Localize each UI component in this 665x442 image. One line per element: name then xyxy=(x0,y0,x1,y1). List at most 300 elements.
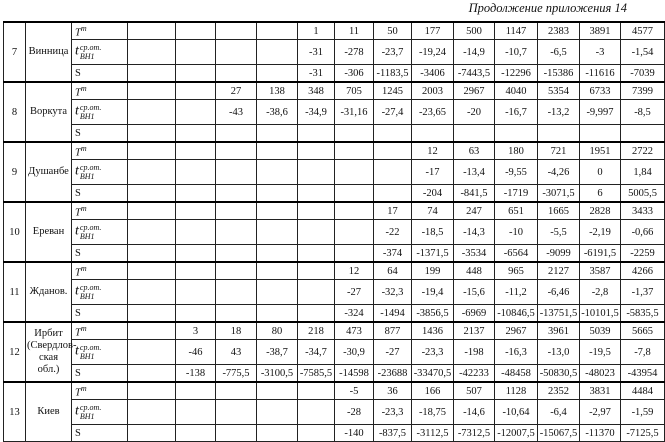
table-cell: 2003 xyxy=(412,82,454,100)
parameter-label xyxy=(72,185,128,203)
table-cell: -19,5 xyxy=(580,340,621,365)
table-cell: 3831 xyxy=(580,382,621,400)
table-cell: -22 xyxy=(374,220,412,245)
parameter-label: $T^т$ xyxy=(72,262,128,280)
table-cell xyxy=(538,125,580,143)
table-cell xyxy=(298,142,335,160)
table-cell: -28 xyxy=(335,400,374,425)
table-row xyxy=(4,382,665,400)
param-s: S xyxy=(75,187,81,199)
table-cell: -841,5 xyxy=(454,185,495,203)
table-row xyxy=(4,322,665,340)
table-cell: 4577 xyxy=(621,22,665,40)
table-cell: -5 xyxy=(335,382,374,400)
table-cell: 2137 xyxy=(454,322,495,340)
table-cell: -278 xyxy=(335,40,374,65)
table-cell: -4,26 xyxy=(538,160,580,185)
table-cell xyxy=(298,305,335,323)
param-s: S xyxy=(75,367,81,379)
table-cell: 64 xyxy=(374,262,412,280)
row-number: 9 xyxy=(4,142,26,202)
table-cell xyxy=(216,425,257,442)
table-cell: -50830,5 xyxy=(538,365,580,383)
table-cell: -31 xyxy=(298,65,335,83)
param-sub: ВН1 xyxy=(79,232,95,241)
table-cell xyxy=(257,245,298,263)
table-cell: -5835,5 xyxy=(621,305,665,323)
table-body xyxy=(4,22,665,442)
table-cell xyxy=(374,160,412,185)
table-cell xyxy=(412,125,454,143)
table-cell: -7039 xyxy=(621,65,665,83)
table-cell xyxy=(176,280,216,305)
table-cell xyxy=(216,160,257,185)
table-cell: -8,5 xyxy=(621,100,665,125)
param-sup: ср.от. xyxy=(79,283,102,292)
table-cell: -19,4 xyxy=(412,280,454,305)
table-cell: 12 xyxy=(335,262,374,280)
table-cell: -18,75 xyxy=(412,400,454,425)
table-cell xyxy=(128,365,176,383)
table-cell: 4040 xyxy=(495,82,538,100)
param-sup: т xyxy=(80,323,87,333)
row-number: 12 xyxy=(4,322,26,382)
table-cell xyxy=(257,22,298,40)
table-cell: -10,7 xyxy=(495,40,538,65)
table-cell: -1,59 xyxy=(621,400,665,425)
table-cell: -140 xyxy=(335,425,374,442)
table-cell: -20 xyxy=(454,100,495,125)
table-cell xyxy=(257,125,298,143)
param-sup: т xyxy=(80,143,87,153)
table-cell: -2,19 xyxy=(580,220,621,245)
table-cell xyxy=(298,280,335,305)
table-cell: -43 xyxy=(216,100,257,125)
param-sub: ВН1 xyxy=(79,292,95,301)
table-cell xyxy=(128,40,176,65)
table-cell: -46 xyxy=(176,340,216,365)
table-cell: 166 xyxy=(412,382,454,400)
table-cell xyxy=(257,280,298,305)
table-cell: -12007,5 xyxy=(495,425,538,442)
table-cell xyxy=(128,82,176,100)
parameter-label: t ср.от. ВН1 xyxy=(72,160,128,185)
table-row xyxy=(4,425,665,442)
table-cell: 74 xyxy=(412,202,454,220)
table-cell: -9,55 xyxy=(495,160,538,185)
table-cell: -6564 xyxy=(495,245,538,263)
table-cell: -6969 xyxy=(454,305,495,323)
table-row xyxy=(4,142,665,160)
table-cell: -3856,5 xyxy=(412,305,454,323)
table-cell: -1719 xyxy=(495,185,538,203)
table-cell xyxy=(257,305,298,323)
table-cell: -6,5 xyxy=(538,40,580,65)
table-cell: 177 xyxy=(412,22,454,40)
table-cell: -23,3 xyxy=(374,400,412,425)
table-cell: -9,997 xyxy=(580,100,621,125)
table-cell: -13,4 xyxy=(454,160,495,185)
table-cell: -31,16 xyxy=(335,100,374,125)
table-cell: -1494 xyxy=(374,305,412,323)
table-cell xyxy=(128,400,176,425)
table-cell xyxy=(128,185,176,203)
table-cell xyxy=(216,245,257,263)
table-cell xyxy=(176,82,216,100)
table-cell: -3100,5 xyxy=(257,365,298,383)
table-cell: -1,54 xyxy=(621,40,665,65)
table-row xyxy=(4,40,665,65)
table-cell xyxy=(298,160,335,185)
table-cell: -15067,5 xyxy=(538,425,580,442)
table-cell xyxy=(335,220,374,245)
table-cell: 7399 xyxy=(621,82,665,100)
table-cell: 199 xyxy=(412,262,454,280)
table-cell xyxy=(176,262,216,280)
table-row xyxy=(4,185,665,203)
table-cell: 63 xyxy=(454,142,495,160)
table-cell xyxy=(176,40,216,65)
table-cell: -138 xyxy=(176,365,216,383)
table-cell xyxy=(257,262,298,280)
table-cell xyxy=(176,245,216,263)
table-row xyxy=(4,160,665,185)
table-cell: -11616 xyxy=(580,65,621,83)
table-cell: -3071,5 xyxy=(538,185,580,203)
table-cell: -16,7 xyxy=(495,100,538,125)
table-cell: -15386 xyxy=(538,65,580,83)
table-cell xyxy=(216,220,257,245)
table-cell: 448 xyxy=(454,262,495,280)
table-cell: 6 xyxy=(580,185,621,203)
table-cell xyxy=(128,160,176,185)
row-number: 13 xyxy=(4,382,26,442)
table-cell: -198 xyxy=(454,340,495,365)
table-cell xyxy=(176,382,216,400)
table-cell xyxy=(216,65,257,83)
table-cell: -18,5 xyxy=(412,220,454,245)
table-cell: 2828 xyxy=(580,202,621,220)
table-cell: -14,6 xyxy=(454,400,495,425)
table-cell xyxy=(298,220,335,245)
table-cell: -14,3 xyxy=(454,220,495,245)
param-sup: т xyxy=(80,83,87,93)
param-sup: ср.от. xyxy=(79,223,102,232)
table-cell: 651 xyxy=(495,202,538,220)
table-cell: -3 xyxy=(580,40,621,65)
parameter-label: $T^т$ xyxy=(72,142,128,160)
table-cell: 507 xyxy=(454,382,495,400)
table-cell: 17 xyxy=(374,202,412,220)
table-cell xyxy=(128,280,176,305)
param-sub: ВН1 xyxy=(79,52,95,61)
table-cell: 0 xyxy=(580,160,621,185)
table-cell: -11370 xyxy=(580,425,621,442)
table-cell: -6,4 xyxy=(538,400,580,425)
table-cell xyxy=(128,220,176,245)
param-sub: ВН1 xyxy=(79,412,95,421)
table-cell: -34,7 xyxy=(298,340,335,365)
table-cell xyxy=(298,245,335,263)
table-cell: 138 xyxy=(257,82,298,100)
table-cell xyxy=(298,185,335,203)
table-cell xyxy=(257,160,298,185)
table-cell: 965 xyxy=(495,262,538,280)
table-cell: 18 xyxy=(216,322,257,340)
table-cell: 3961 xyxy=(538,322,580,340)
table-cell: 180 xyxy=(495,142,538,160)
table-cell xyxy=(335,160,374,185)
table-row xyxy=(4,65,665,83)
parameter-label: $T^т$ xyxy=(72,322,128,340)
table-cell xyxy=(176,185,216,203)
table-cell: 1436 xyxy=(412,322,454,340)
table-cell: -27 xyxy=(374,340,412,365)
table-cell: 500 xyxy=(454,22,495,40)
table-cell: -42233 xyxy=(454,365,495,383)
table-cell: -5,5 xyxy=(538,220,580,245)
table-cell: 4266 xyxy=(621,262,665,280)
table-cell xyxy=(176,202,216,220)
table-cell xyxy=(298,400,335,425)
table-cell: 5354 xyxy=(538,82,580,100)
param-s: S xyxy=(75,247,81,259)
table-cell: -12296 xyxy=(495,65,538,83)
table-cell: -14598 xyxy=(335,365,374,383)
table-cell: 3891 xyxy=(580,22,621,40)
table-cell: 6733 xyxy=(580,82,621,100)
table-cell: -7443,5 xyxy=(454,65,495,83)
parameter-label: t ср.от. ВН1 xyxy=(72,220,128,245)
table-cell xyxy=(216,400,257,425)
table-cell: -1,37 xyxy=(621,280,665,305)
table-cell xyxy=(216,185,257,203)
param-sup: ср.от. xyxy=(79,403,102,412)
parameter-label: $T^т$ xyxy=(72,202,128,220)
table-cell: -3406 xyxy=(412,65,454,83)
table-cell xyxy=(257,425,298,442)
table-row xyxy=(4,340,665,365)
table-cell: 705 xyxy=(335,82,374,100)
table-cell: 1,84 xyxy=(621,160,665,185)
table-cell xyxy=(621,125,665,143)
table-cell: -23,3 xyxy=(412,340,454,365)
table-cell xyxy=(454,125,495,143)
table-cell: -7,8 xyxy=(621,340,665,365)
table-cell: -0,66 xyxy=(621,220,665,245)
row-number: 11 xyxy=(4,262,26,322)
table-cell xyxy=(298,125,335,143)
table-cell xyxy=(216,262,257,280)
table-cell: -7125,5 xyxy=(621,425,665,442)
table-cell xyxy=(176,425,216,442)
city-name: Ирбит (Свердлов-ская обл.) xyxy=(26,322,72,382)
table-cell: 27 xyxy=(216,82,257,100)
table-row xyxy=(4,365,665,383)
table-cell: 2722 xyxy=(621,142,665,160)
table-cell xyxy=(216,280,257,305)
table-cell: -13,0 xyxy=(538,340,580,365)
table-cell: -16,3 xyxy=(495,340,538,365)
table-cell: -2,8 xyxy=(580,280,621,305)
table-row xyxy=(4,280,665,305)
table-cell: -48023 xyxy=(580,365,621,383)
table-cell xyxy=(374,125,412,143)
table-cell: 3587 xyxy=(580,262,621,280)
table-cell xyxy=(257,220,298,245)
param-sup: ср.от. xyxy=(79,163,102,172)
table-cell xyxy=(176,220,216,245)
table-row xyxy=(4,125,665,143)
table-cell xyxy=(128,322,176,340)
table-cell: -32,3 xyxy=(374,280,412,305)
table-cell: -17 xyxy=(412,160,454,185)
table-cell: 4484 xyxy=(621,382,665,400)
param-sub: ВН1 xyxy=(79,352,95,361)
table-row xyxy=(4,245,665,263)
table-cell xyxy=(298,382,335,400)
parameter-label xyxy=(72,305,128,323)
table-cell: -3534 xyxy=(454,245,495,263)
table-cell: -7585,5 xyxy=(298,365,335,383)
parameter-label: t ср.от. ВН1 xyxy=(72,100,128,125)
table-row xyxy=(4,220,665,245)
table-cell: -2259 xyxy=(621,245,665,263)
table-cell: -30,9 xyxy=(335,340,374,365)
param-sup: т xyxy=(80,23,87,33)
table-cell: -9099 xyxy=(538,245,580,263)
table-row xyxy=(4,262,665,280)
table-cell xyxy=(128,142,176,160)
table-row xyxy=(4,400,665,425)
parameter-label: t ср.от. ВН1 xyxy=(72,340,128,365)
table-cell xyxy=(176,305,216,323)
parameter-label xyxy=(72,125,128,143)
table-cell: -14,9 xyxy=(454,40,495,65)
table-cell: 12 xyxy=(412,142,454,160)
table-cell: -204 xyxy=(412,185,454,203)
table-cell: 3433 xyxy=(621,202,665,220)
table-cell: -31 xyxy=(298,40,335,65)
table-cell: -1183,5 xyxy=(374,65,412,83)
row-number: 10 xyxy=(4,202,26,262)
table-cell: 5039 xyxy=(580,322,621,340)
table-cell: -3112,5 xyxy=(412,425,454,442)
city-name: Душанбе xyxy=(26,142,72,202)
param-s: S xyxy=(75,427,81,439)
table-cell: 2352 xyxy=(538,382,580,400)
table-cell: 2967 xyxy=(495,322,538,340)
parameter-label: t ср.от. ВН1 xyxy=(72,280,128,305)
data-table xyxy=(3,21,665,442)
table-cell: 721 xyxy=(538,142,580,160)
table-cell xyxy=(176,22,216,40)
param-sup: т xyxy=(80,383,87,393)
table-cell: -13,2 xyxy=(538,100,580,125)
parameter-label xyxy=(72,425,128,442)
parameter-label xyxy=(72,65,128,83)
table-cell: 218 xyxy=(298,322,335,340)
table-cell: -19,24 xyxy=(412,40,454,65)
table-cell xyxy=(580,125,621,143)
city-name: Жданов. xyxy=(26,262,72,322)
table-cell xyxy=(216,382,257,400)
param-s: S xyxy=(75,67,81,79)
table-cell: 1951 xyxy=(580,142,621,160)
param-s: S xyxy=(75,307,81,319)
row-number: 8 xyxy=(4,82,26,142)
table-cell xyxy=(495,125,538,143)
table-row xyxy=(4,305,665,323)
table-cell: -7312,5 xyxy=(454,425,495,442)
city-name: Ереван xyxy=(26,202,72,262)
table-cell: 11 xyxy=(335,22,374,40)
table-cell xyxy=(257,40,298,65)
table-cell: -38,6 xyxy=(257,100,298,125)
city-name: Винница xyxy=(26,22,72,82)
table-cell xyxy=(176,125,216,143)
city-name: Киев xyxy=(26,382,72,442)
table-cell xyxy=(335,142,374,160)
table-cell: -13751,5 xyxy=(538,305,580,323)
table-cell: -34,9 xyxy=(298,100,335,125)
table-cell: -837,5 xyxy=(374,425,412,442)
table-cell: -23,7 xyxy=(374,40,412,65)
table-cell: 5665 xyxy=(621,322,665,340)
table-cell xyxy=(128,245,176,263)
table-cell: 473 xyxy=(335,322,374,340)
table-cell xyxy=(128,425,176,442)
param-s: S xyxy=(75,127,81,139)
table-cell xyxy=(374,142,412,160)
param-sup: т xyxy=(80,203,87,213)
table-cell xyxy=(257,65,298,83)
table-cell: -6,46 xyxy=(538,280,580,305)
table-cell xyxy=(216,202,257,220)
table-cell xyxy=(176,400,216,425)
table-cell xyxy=(216,305,257,323)
table-cell: -306 xyxy=(335,65,374,83)
table-cell: -48458 xyxy=(495,365,538,383)
table-cell xyxy=(335,125,374,143)
table-cell: -2,97 xyxy=(580,400,621,425)
table-cell xyxy=(176,65,216,83)
row-number: 7 xyxy=(4,22,26,82)
table-cell xyxy=(298,202,335,220)
table-cell: -10846,5 xyxy=(495,305,538,323)
table-cell xyxy=(257,185,298,203)
table-cell xyxy=(128,340,176,365)
city-name: Воркута xyxy=(26,82,72,142)
table-cell: 1147 xyxy=(495,22,538,40)
parameter-label: t ср.от. ВН1 xyxy=(72,400,128,425)
table-cell xyxy=(335,202,374,220)
table-cell xyxy=(128,382,176,400)
table-cell: -775,5 xyxy=(216,365,257,383)
table-cell: -27,4 xyxy=(374,100,412,125)
table-cell: 3 xyxy=(176,322,216,340)
table-cell: -10 xyxy=(495,220,538,245)
parameter-label: $T^т$ xyxy=(72,382,128,400)
table-cell xyxy=(128,100,176,125)
caption: Продолжение приложения 14 xyxy=(468,1,627,15)
table-cell xyxy=(257,142,298,160)
table-cell: 348 xyxy=(298,82,335,100)
table-cell: 50 xyxy=(374,22,412,40)
param-sup: т xyxy=(80,263,87,273)
param-sub: ВН1 xyxy=(79,112,95,121)
table-cell xyxy=(128,305,176,323)
